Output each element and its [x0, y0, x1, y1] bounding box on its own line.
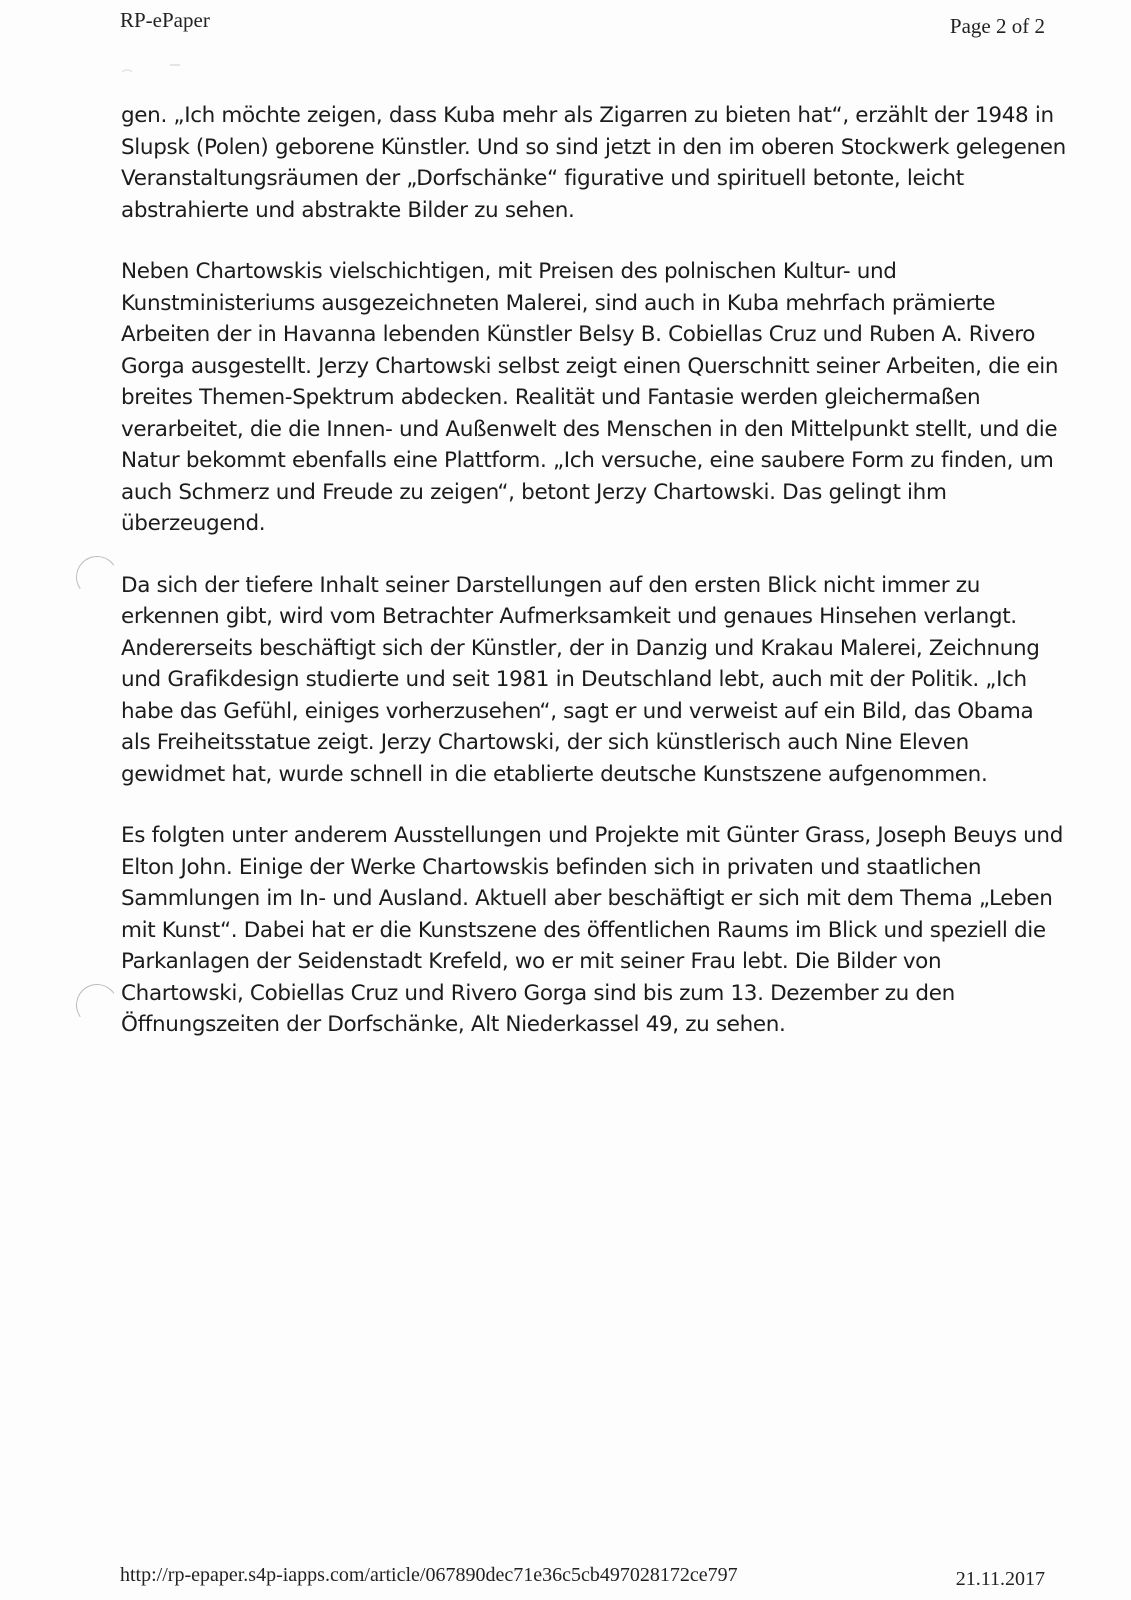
- punch-hole-mark-lower: [73, 981, 122, 1030]
- print-header-title: RP-ePaper: [120, 8, 210, 32]
- scan-smudge-mark: [118, 60, 188, 78]
- print-header-page-number: Page 2 of 2: [949, 14, 1045, 38]
- article-paragraph-1: gen. „Ich möchte zeigen, dass Kuba mehr als Zigarren zu bieten hat“, erzählt der 1948 in Slupsk (Polen) geborene Künstler. Und so sind jetzt in den im oberen Stockwerk gelegenen Veranstaltungsräumen der „Dorfschänke“ figurative und spirituell betonte, leicht abstrahierte und abstrakte Bilder zu sehen.: [121, 103, 1066, 223]
- print-footer-url: http://rp-epaper.s4p-iapps.com/article/067890dec71e36c5cb497028172ce797: [120, 1564, 738, 1586]
- punch-hole-mark-upper: [73, 553, 122, 602]
- print-footer-date: 21.11.2017: [955, 1568, 1045, 1590]
- article-paragraph-4: Es folgten unter anderem Ausstellungen und Projekte mit Günter Grass, Joseph Beuys und Elton John. Einige der Werke Chartowskis befinden sich in privaten und staatlichen Sammlungen im In- und Ausland. Aktuell aber beschäftigt er sich mit dem Thema „Leben mit Kunst“. Dabei hat er die Kunstszene des öffentlichen Raums im Blick und speziell die Parkanlagen der Seidenstadt Krefeld, wo er mit seiner Frau lebt. Die Bilder von Chartowski, Cobiellas Cruz und Rivero Gorga sind bis zum 13. Dezember zu den Öffnungszeiten der Dorfschänke, Alt Niederkassel 49, zu sehen.: [121, 823, 1063, 1037]
- article-body: [121, 100, 1067, 1071]
- article-paragraph-3: Da sich der tiefere Inhalt seiner Darstellungen auf den ersten Blick nicht immer zu erkennen gibt, wird vom Betrachter Aufmerksamkeit und genaues Hinsehen verlangt. Andererseits beschäftigt sich der Künstler, der in Danzig und Krakau Malerei, Zeichnung und Grafikdesign studierte und seit 1981 in Deutschland lebt, auch mit der Politik. „Ich habe das Gefühl, einiges vorherzusehen“, sagt er und verweist auf ein Bild, das Obama als Freiheitsstatue zeigt. Jerzy Chartowski, der sich künstlerisch auch Nine Eleven gewidmet hat, wurde schnell in die etablierte deutsche Kunstszene aufgenommen.: [121, 572, 1040, 787]
- article-paragraph-2: Neben Chartowskis vielschichtigen, mit Preisen des polnischen Kultur- und Kunstministeriums ausgezeichneten Malerei, sind auch in Kuba mehrfach prämierte Arbeiten der in Havanna lebenden Künstler Belsy B. Cobiellas Cruz und Ruben A. Rivero Gorga ausgestellt. Jerzy Chartowski selbst zeigt einen Querschnitt seiner Arbeiten, die ein breites Themen-Spektrum abdecken. Realität und Fantasie werden gleichermaßen verarbeitet, die die Innen- und Außenwelt des Menschen in den Mittelpunkt stellt, und die Natur bekommt ebenfalls eine Plattform. „Ich versuche, eine saubere Form zu finden, um auch Schmerz und Freude zu zeigen“, betont Jerzy Chartowski. Das gelingt ihm überzeugend.: [121, 259, 1059, 536]
